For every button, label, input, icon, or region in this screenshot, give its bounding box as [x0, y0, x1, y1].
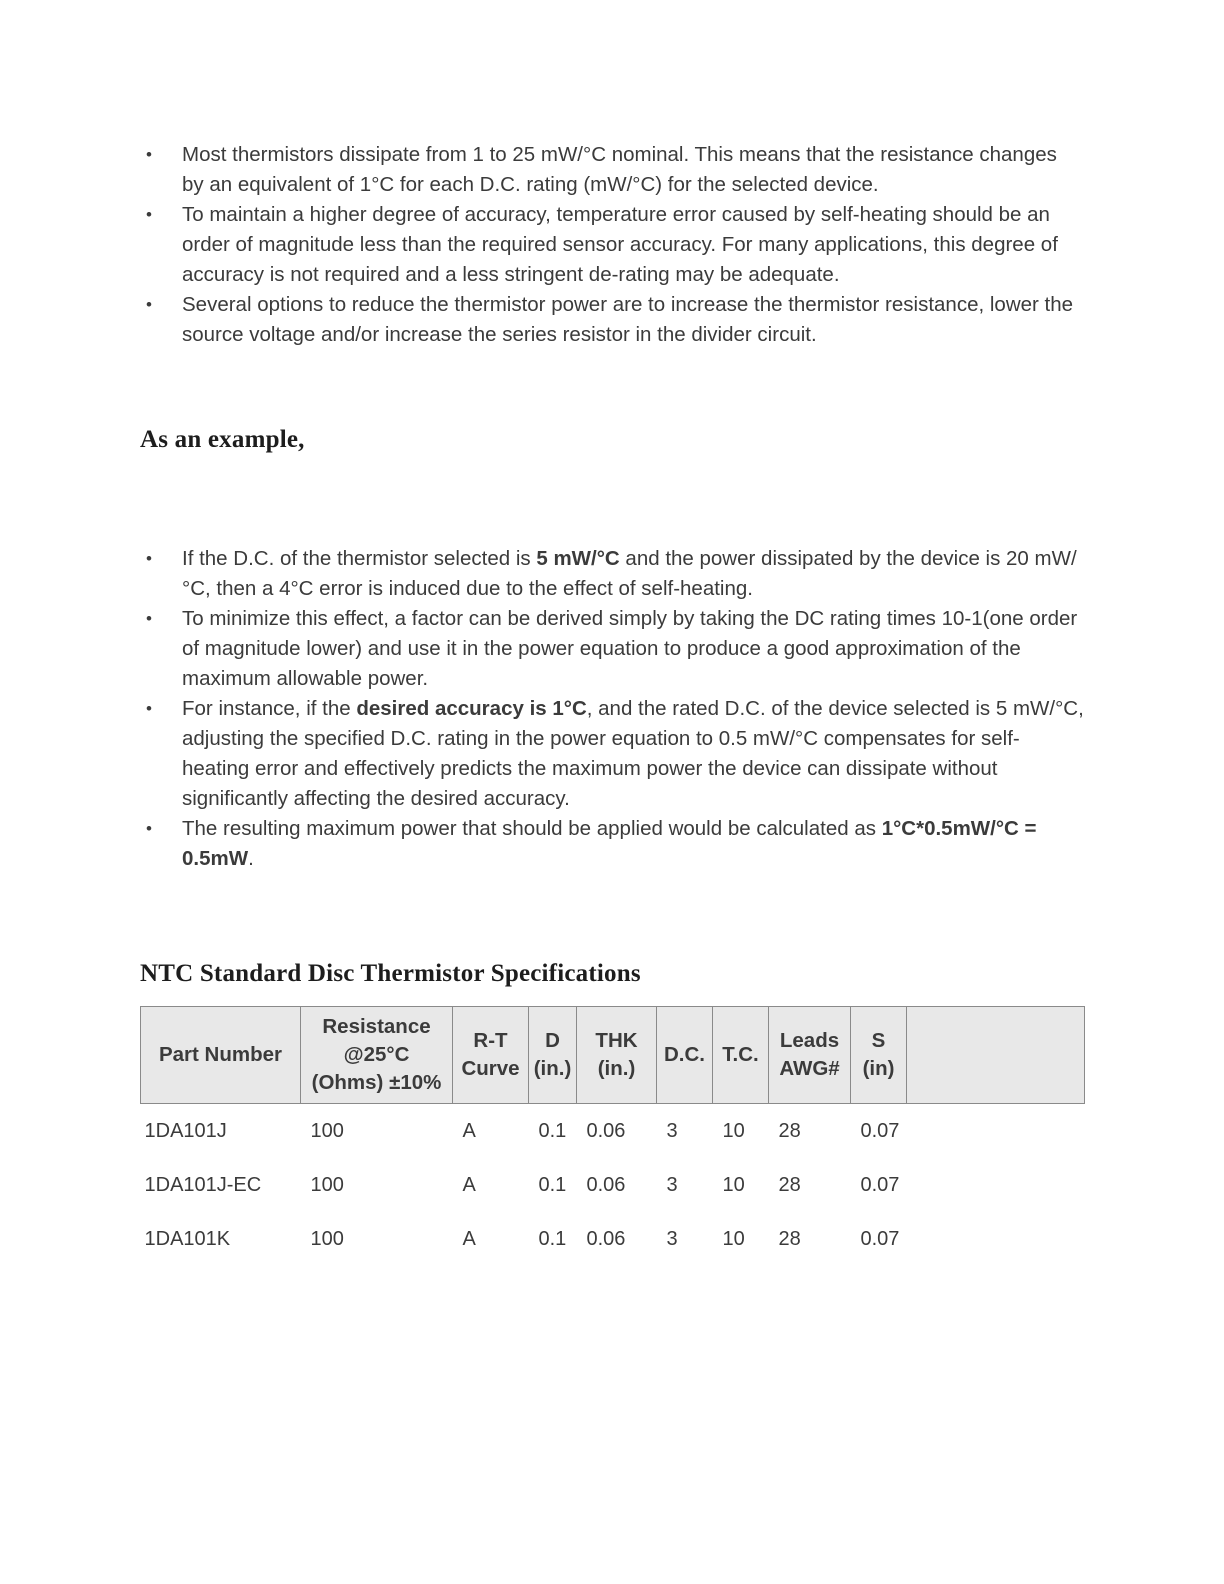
table-cell: 10 — [722, 1174, 745, 1196]
table-cell: 0.06 — [586, 1174, 626, 1196]
table-cell: 0.1 — [538, 1228, 567, 1250]
table-cell: 1DA101J-EC — [144, 1174, 262, 1196]
list-item — [140, 544, 1084, 604]
body-text: The resulting maximum power that should be applied would be calculated as — [182, 817, 882, 840]
spacer — [140, 350, 1084, 426]
table-cell: 0.06 — [586, 1228, 626, 1250]
emphasis-text: 1°C*0.5mW/°C = 0.5mW — [182, 817, 1037, 870]
table-column-header: D.C. — [657, 1007, 713, 1104]
table-cell: 28 — [778, 1174, 801, 1196]
table-column-header: Part Number — [141, 1007, 301, 1104]
table-cell: 10 — [722, 1120, 745, 1142]
table-column-header: T.C. — [713, 1007, 769, 1104]
list-item: • To maintain a higher degree of accuracy, temperature error caused by self-heating should be an order of magnitude less than the required sensor accuracy. For many applications, this degree of accuracy is not required and a less stringent de-rating may be adequate. — [140, 200, 1084, 290]
table-cell: 28 — [778, 1228, 801, 1250]
table-heading: NTC Standard Disc Thermistor Specifications — [140, 960, 641, 987]
table-cell: 0.07 — [860, 1120, 900, 1142]
body-text: , and the rated D.C. of the device selected is 5 mW/°C, adjusting the specified D.C. rating in the power equation to 0.5 mW/°C compensates for self-heating error and effectively predicts the maximum power the device can dissipate without significantly affecting the desired accuracy. — [182, 697, 1084, 810]
table-column-header: D (in.) — [529, 1007, 577, 1104]
table-cell: 0.07 — [860, 1228, 900, 1250]
list-item — [140, 814, 1084, 874]
emphasis-text: 5 mW/°C — [536, 547, 620, 570]
list-item — [140, 604, 1084, 694]
table-cell: A — [462, 1174, 476, 1196]
list-item — [140, 694, 1084, 814]
table-cell: 0.1 — [538, 1120, 567, 1142]
body-text: To minimize this effect, a factor can be derived simply by taking the DC rating times 10-1(one order of magnitude lower) and use it in the power equation to produce a good approximation of the maximum allowable power. — [182, 607, 1078, 690]
table-cell: 100 — [310, 1228, 344, 1250]
table-column-header: S (in) — [851, 1007, 907, 1104]
emphasis-text: desired accuracy is 1°C — [356, 697, 587, 720]
spacer — [140, 874, 1084, 960]
table-cell: 100 — [310, 1120, 344, 1142]
body-text: If the D.C. of the thermistor selected is — [182, 547, 537, 570]
table-column-header: R-T Curve — [453, 1007, 529, 1104]
table-cell: 0.06 — [586, 1120, 626, 1142]
table-row — [141, 1212, 1085, 1266]
table-cell: 1DA101K — [144, 1228, 231, 1250]
table-cell: 3 — [666, 1120, 678, 1142]
table-cell: 3 — [666, 1174, 678, 1196]
body-text: and the power dissipated by the device is 20 mW/°C, then a 4°C error is induced due to the effect of self-heating. — [182, 547, 1077, 600]
table-cell: A — [462, 1228, 476, 1250]
table-cell: A — [462, 1120, 476, 1142]
top-bullet-list — [140, 140, 1084, 350]
body-text: For instance, if the — [182, 697, 357, 720]
table-cell: 1DA101J — [144, 1120, 227, 1142]
list-item: • Most thermistors dissipate from 1 to 25 mW/°C nominal. This means that the resistance changes by an equivalent of 1°C for each D.C. rating (mW/°C) for the selected device. — [140, 140, 1084, 200]
table-cell: 28 — [778, 1120, 801, 1142]
table-column-header: THK (in.) — [577, 1007, 657, 1104]
list-item: • Several options to reduce the thermistor power are to increase the thermistor resistance, lower the source voltage and/or increase the series resistor in the divider circuit. — [140, 290, 1084, 350]
table-header-row — [141, 1007, 1085, 1104]
table-cell: 10 — [722, 1228, 745, 1250]
body-text: . — [248, 847, 254, 870]
table-column-header: Resistance @25°C (Ohms) ±10% — [301, 1007, 453, 1104]
table-column-header — [907, 1007, 1085, 1104]
table-cell: 0.1 — [538, 1174, 567, 1196]
spec-table — [140, 1006, 1085, 1266]
table-cell — [907, 1104, 1085, 1159]
table-cell — [907, 1212, 1085, 1266]
section-heading-example: As an example, — [140, 426, 305, 453]
table-column-header: Leads AWG# — [769, 1007, 851, 1104]
table-cell: 100 — [310, 1174, 344, 1196]
table-cell — [907, 1158, 1085, 1212]
table-cell: 3 — [666, 1228, 678, 1250]
table-cell: 0.07 — [860, 1174, 900, 1196]
example-bullet-list — [140, 544, 1084, 874]
table-row — [141, 1158, 1085, 1212]
table-row — [141, 1104, 1085, 1159]
spacer — [140, 454, 1084, 544]
